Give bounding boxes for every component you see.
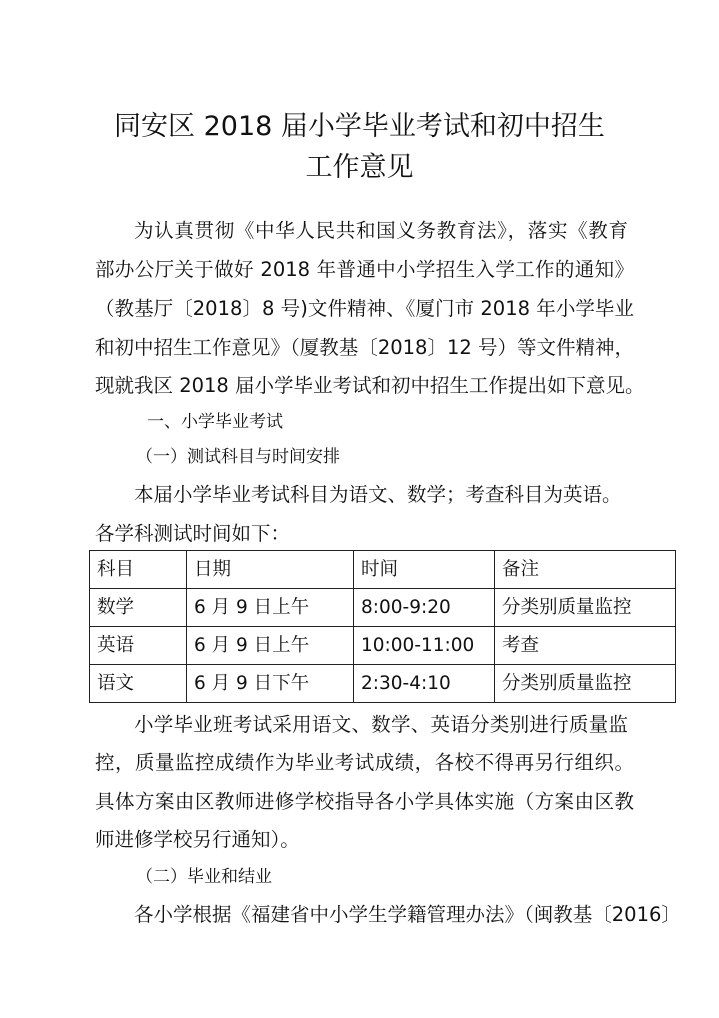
document-title-line-1: 同安区 2018 届小学毕业考试和初中招生 [114, 111, 605, 142]
table-cell: 英语 [90, 627, 187, 665]
table-header-cell: 日期 [187, 551, 354, 589]
table-header-cell: 备注 [495, 551, 676, 589]
table-header-cell: 科目 [90, 551, 187, 589]
exam-schedule-table [89, 550, 676, 703]
table-cell: 6 月 9 日上午 [187, 627, 354, 665]
table-cell: 分类别质量监控 [495, 589, 676, 627]
table-header-row [90, 551, 676, 589]
table-cell: 10:00-11:00 [354, 627, 495, 665]
body-paragraph-line: 师进修学校另行通知）。 [95, 828, 300, 851]
body-paragraph-line: 具体方案由区教师进修学校指导各小学具体实施（方案由区教 [95, 790, 634, 813]
table-header-cell: 时间 [354, 551, 495, 589]
body-paragraph-line: 各小学根据《福建省中小学生学籍管理办法》（闽教基〔2016〕 [134, 903, 681, 926]
table-cell: 8:00-9:20 [354, 589, 495, 627]
subjects-paragraph-line: 各学科测试时间如下： [95, 522, 291, 545]
table-row [90, 627, 676, 665]
table-cell: 2:30-4:10 [354, 665, 495, 703]
intro-paragraph-line: （教基厅〔2018〕8 号)文件精神、《厦门市 2018 年小学毕业 [95, 297, 634, 320]
body-paragraph-line: 小学毕业班考试采用语文、数学、英语分类别进行质量监 [134, 713, 628, 736]
subsection-heading: （一）测试科目与时间安排 [136, 447, 340, 467]
table-cell: 分类别质量监控 [495, 665, 676, 703]
table-row [90, 589, 676, 627]
intro-paragraph-line: 部办公厅关于做好 2018 年普通中小学招生入学工作的通知》 [95, 258, 634, 281]
subsection-heading: （二）毕业和结业 [136, 867, 272, 887]
subjects-paragraph-line: 本届小学毕业考试科目为语文、数学；考查科目为英语。 [134, 483, 622, 506]
table-row [90, 665, 676, 703]
body-paragraph-line: 控，质量监控成绩作为毕业考试成绩，各校不得再另行组织。 [95, 751, 634, 774]
section-heading: 一、小学毕业考试 [147, 412, 283, 432]
table-cell: 语文 [90, 665, 187, 703]
document-title-line-2: 工作意见 [305, 152, 414, 183]
table-cell: 考查 [495, 627, 676, 665]
intro-paragraph-line: 和初中招生工作意见》（厦教基〔2018〕12 号）等文件精神， [95, 336, 634, 359]
intro-paragraph-line: 为认真贯彻《中华人民共和国义务教育法》，落实《教育 [134, 219, 628, 242]
table-cell: 6 月 9 日上午 [187, 589, 354, 627]
table-cell: 数学 [90, 589, 187, 627]
table-cell: 6 月 9 日下午 [187, 665, 354, 703]
intro-paragraph-line: 现就我区 2018 届小学毕业考试和初中招生工作提出如下意见。 [95, 374, 645, 397]
